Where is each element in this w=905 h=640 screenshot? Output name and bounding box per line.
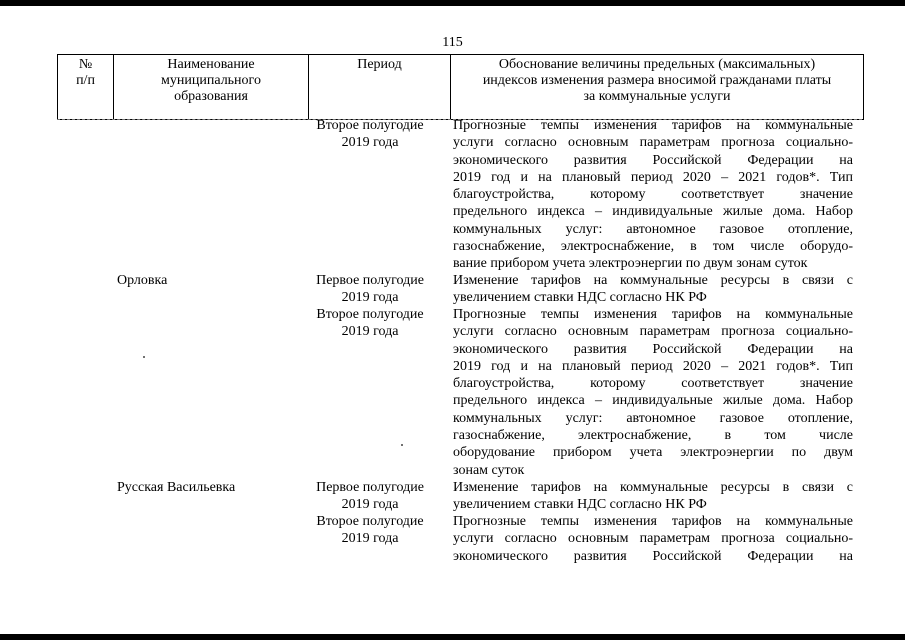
scan-speck [143, 356, 145, 358]
period-cell [305, 272, 435, 306]
basis-line: услуги согласно основным параметрам прогноза социально- [453, 531, 853, 547]
basis-cell [453, 479, 853, 514]
period-line: 2019 года [341, 135, 399, 150]
header-text-line: за коммунальные услуги [583, 89, 731, 104]
header-text-line: Наименование [167, 57, 255, 72]
header-text-line: индексов изменения размера вносимой гражданами платы [482, 73, 832, 88]
basis-line: предельного индекса – индивидуальные жилые дома. Набор [453, 393, 853, 409]
period-line: 2019 года [341, 497, 399, 512]
basis-cell [453, 306, 853, 479]
basis-line: экономического развития Российской Федерации на [453, 341, 853, 357]
basis-cell [453, 272, 853, 307]
scan-border-bottom [0, 634, 905, 640]
header-period-column [308, 55, 450, 119]
basis-line: коммунальных услуг: автономное газовое отопление, [453, 221, 853, 237]
header-basis-column [450, 55, 863, 119]
header-text-line: Обоснование величины предельных (максимальных) [498, 57, 816, 72]
basis-cell [453, 117, 853, 273]
scan-speck [401, 444, 403, 446]
basis-line: оборудование прибором учета электроэнергии по двум [453, 445, 853, 461]
municipality-name: Орловка [117, 273, 168, 288]
page-number: 115 [442, 35, 463, 50]
basis-line: услуги согласно основным параметрам прогноза социально- [453, 135, 853, 151]
basis-cell [453, 513, 853, 565]
header-name-column [113, 55, 308, 119]
basis-line: Прогнозные темпы изменения тарифов на коммунальные [453, 514, 853, 529]
period-cell [305, 479, 435, 513]
basis-line: увеличением ставки НДС согласно НК РФ [453, 497, 707, 513]
period-line: Первое полугодие [316, 480, 424, 495]
basis-line: экономического развития Российской Федерации на [453, 548, 853, 564]
period-line: Второе полугодие [316, 514, 424, 529]
basis-line: услуги согласно основным параметрам прогноза социально- [453, 324, 853, 340]
basis-line: увеличением ставки НДС согласно НК РФ [453, 290, 707, 306]
period-cell [305, 117, 435, 151]
header-text-line: п/п [76, 73, 95, 88]
basis-line: Изменение тарифов на коммунальные ресурсы в связи с [453, 480, 853, 495]
period-line: Второе полугодие [316, 118, 424, 133]
basis-line: предельного индекса – индивидуальные жилые дома. Набор [453, 204, 853, 220]
header-text-line: Период [357, 57, 402, 72]
table-header [57, 54, 864, 120]
basis-line: газоснабжение, электроснабжение, в том числе [453, 428, 853, 444]
basis-line: Прогнозные темпы изменения тарифов на коммунальные [453, 307, 853, 322]
scan-border-top [0, 0, 905, 6]
basis-line: зонам суток [453, 462, 525, 478]
basis-line: коммунальных услуг: автономное газовое отопление, [453, 410, 853, 426]
basis-line: 2019 год и на плановый период 2020 – 2021 годов*. Тип [453, 169, 853, 185]
period-line: Второе полугодие [316, 307, 424, 322]
basis-line: экономического развития Российской Федерации на [453, 152, 853, 168]
basis-line: благоустройства, которому соответствует значение [453, 376, 853, 392]
header-number-column [58, 55, 113, 119]
period-line: Первое полугодие [316, 273, 424, 288]
basis-line: Изменение тарифов на коммунальные ресурсы в связи с [453, 273, 853, 288]
header-text-line: № [78, 57, 93, 72]
basis-line: Прогнозные темпы изменения тарифов на коммунальные [453, 118, 853, 133]
municipality-name: Русская Васильевка [117, 480, 236, 495]
header-text-line: образования [174, 89, 248, 104]
basis-line: 2019 год и на плановый период 2020 – 2021 годов*. Тип [453, 358, 853, 374]
period-line: 2019 года [341, 324, 399, 339]
period-line: 2019 года [341, 531, 399, 546]
header-text-line: муниципального [161, 73, 261, 88]
basis-line: благоустройства, которому соответствует значение [453, 187, 853, 203]
period-cell [305, 306, 435, 340]
period-cell [305, 513, 435, 547]
basis-line: газоснабжение, электроснабжение, в том числе оборудо- [453, 239, 853, 255]
period-line: 2019 года [341, 290, 399, 305]
basis-line: вание прибором учета электроэнергии по двум зонам суток [453, 256, 808, 272]
